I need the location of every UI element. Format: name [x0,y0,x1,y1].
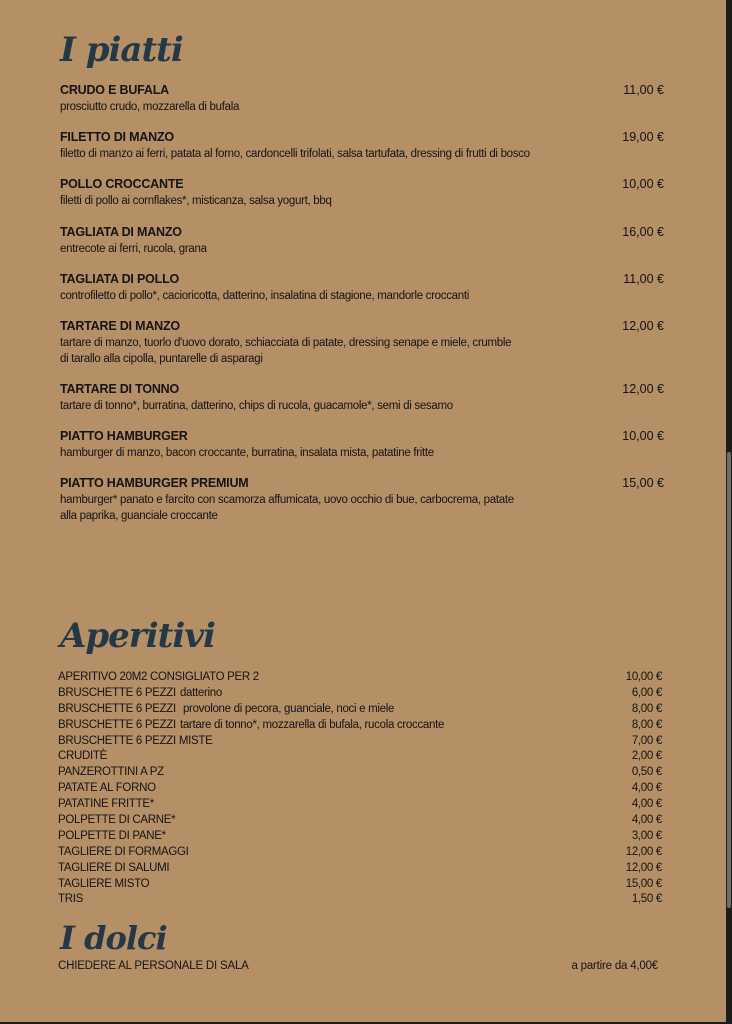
aperitivo-row [58,670,662,686]
dish-description: hamburger di manzo, bacon croccante, burratina, insalata mista, patatine fritte [60,447,434,459]
aperitivo-name: BRUSCHETTE 6 PEZZI [58,702,176,715]
aperitivo-row [58,749,662,765]
dish-item [60,176,664,209]
aperitivo-label [58,686,222,702]
aperitivo-label [58,797,154,813]
aperitivo-label [58,861,169,877]
dish-price: 12,00 € [622,319,664,333]
aperitivo-row [58,718,662,734]
aperitivo-price: 8,00 € [631,718,662,731]
aperitivo-name: PATATINE FRITTE* [58,798,154,811]
aperitivo-price: 4,00 € [631,782,662,795]
dish-price: 11,00 € [623,83,664,97]
aperitivo-price: 4,00 € [631,798,662,811]
aperitivo-label [58,813,175,829]
dish-name: FILETTO DI MANZO [60,130,174,144]
aperitivo-name: BRUSCHETTE 6 PEZZI [58,686,176,699]
section-title-dolci: I dolci [60,919,167,957]
dish-description: entrecote ai ferri, rucola, grana [60,243,207,255]
aperitivo-name: TAGLIERE DI FORMAGGI [58,845,189,858]
aperitivo-label [58,765,164,781]
aperitivo-description: tartare di tonno*, mozzarella di bufala, rucola croccante [179,718,445,731]
aperitivo-name: PANZEROTTINI A PZ [58,766,164,779]
dish-description: controfiletto di pollo*, cacioricotta, datterino, insalatina di stagione, mandorle croccanti [60,290,470,302]
dish-item [60,381,664,414]
aperitivo-label [58,829,166,845]
dish-item [60,82,664,115]
dish-item [60,271,664,304]
aperitivo-label [58,702,394,718]
dish-name: PIATTO HAMBURGER PREMIUM [60,476,249,490]
dish-name: TARTARE DI MANZO [60,319,180,333]
aperitivo-label [58,718,444,734]
aperitivo-label [58,670,259,686]
dish-price: 12,00 € [622,382,664,396]
aperitivo-price: 1,50 € [631,893,662,906]
dish-description: filetto di manzo ai ferri, patata al forno, cardoncelli trifolati, salsa tartufata, dressing di frutti di bosco [60,148,530,160]
aperitivo-row [58,813,662,829]
aperitivo-price: 3,00 € [631,829,662,842]
dish-name: POLLO CROCCANTE [60,177,184,191]
dish-price: 11,00 € [623,272,664,286]
dish-description: filetti di pollo ai cornflakes*, misticanza, salsa yogurt, bbq [60,195,332,207]
aperitivo-label [58,845,189,861]
aperitivo-price: 8,00 € [631,702,662,715]
aperitivo-row [58,781,662,797]
dish-description: tartare di tonno*, burratina, datterino, chips di rucola, guacamole*, semi di sesamo [60,400,453,412]
aperitivo-row [58,892,662,908]
dish-name: TARTARE DI TONNO [60,382,180,396]
dish-description: prosciutto crudo, mozzarella di bufala [60,101,240,113]
dish-price: 10,00 € [622,429,664,443]
aperitivo-name: POLPETTE DI PANE* [58,829,166,842]
aperitivo-name: POLPETTE DI CARNE* [58,814,176,827]
dish-item [60,129,664,162]
dish-item [60,475,664,524]
dish-name: TAGLIATA DI MANZO [60,225,182,239]
dish-price: 16,00 € [622,225,664,239]
vertical-scrollbar[interactable] [727,452,731,908]
section-title-aperitivi: Aperitivi [60,616,215,656]
aperitivo-row [58,686,662,702]
dish-name: PIATTO HAMBURGER [60,429,188,443]
aperitivo-price: 2,00 € [631,750,662,763]
aperitivo-label [58,892,83,908]
dish-price: 19,00 € [622,130,664,144]
dish-price: 15,00 € [622,476,664,490]
aperitivo-row [58,829,662,845]
dish-item [60,224,664,257]
aperitivo-name: BRUSCHETTE 6 PEZZI [58,718,176,731]
aperitivo-price: 0,50 € [631,766,662,779]
aperitivo-price: 7,00 € [631,734,662,747]
dish-description: hamburger* panato e farcito con scamorza affumicata, uovo occhio di bue, carbocrema, patate alla paprika, guanciale croccante [60,494,514,522]
aperitivo-row [58,797,662,813]
aperitivo-row [58,845,662,861]
aperitivo-label [58,877,149,893]
dish-name: CRUDO E BUFALA [60,83,170,97]
aperitivo-row [58,702,662,718]
dish-description: tartare di manzo, tuorlo d'uovo dorato, schiacciata di patate, dressing senape e miele, crumble di tarallo alla cipolla, puntarelle di asparagi [60,337,512,365]
dish-price: 10,00 € [622,177,664,191]
aperitivo-name: APERITIVO 20M2 CONSIGLIATO PER 2 [58,671,259,683]
aperitivo-row [58,861,662,877]
section-title-piatti: I piatti [60,30,183,70]
aperitivo-label [58,781,156,797]
aperitivi-list [58,670,662,908]
aperitivo-name: CRUDITÈ [58,750,108,763]
aperitivo-price: 10,00 € [625,671,662,683]
aperitivo-description: datterino [179,686,222,699]
aperitivo-name: PATATE AL FORNO [58,782,156,795]
dish-item [60,318,664,367]
aperitivo-label [58,734,212,750]
dish-item [60,428,664,461]
aperitivo-name: TAGLIERE DI SALUMI [58,861,170,874]
aperitivo-name: TAGLIERE MISTO [58,877,150,890]
aperitivo-name: BRUSCHETTE 6 PEZZI MISTE [58,734,213,747]
dish-name: TAGLIATA DI POLLO [60,272,180,286]
aperitivo-price: 6,00 € [631,686,662,699]
aperitivo-row [58,877,662,893]
dolci-price: a partire da 4,00€ [571,960,658,972]
aperitivo-price: 12,00 € [625,861,662,874]
aperitivo-label [58,749,107,765]
dolci-note: CHIEDERE AL PERSONALE DI SALA [58,960,249,972]
aperitivo-description: provolone di pecora, guanciale, noci e miele [182,702,395,715]
aperitivo-name: TRIS [58,893,83,906]
aperitivo-price: 4,00 € [631,814,662,827]
aperitivo-price: 15,00 € [625,877,662,890]
aperitivo-row [58,734,662,750]
aperitivo-row [58,765,662,781]
dolci-row [58,958,658,974]
aperitivo-price: 12,00 € [625,845,662,858]
